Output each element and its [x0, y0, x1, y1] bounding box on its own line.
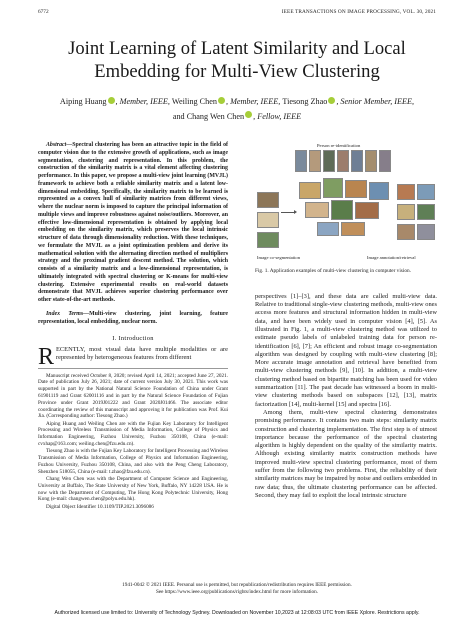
figure-label-person-reid: Person re-identification — [317, 143, 361, 148]
body-text — [255, 293, 437, 500]
figure-arrow-icon — [281, 212, 295, 213]
index-terms-label: Index Terms — [46, 310, 84, 317]
section-heading-introduction: I. Introduction — [112, 335, 154, 343]
footnote-affiliation: Aiping Huang and Weiling Chen are with the Fujian Key Laboratory for Intelligent Processing and Wireless Transmission of Media Information, College of Physics and Information Engineering, Fuzhou University, Fuzhou 350108, China (e-mail: cvxhap@163.com; weiling.chen@fzu.edu.cn). — [38, 420, 228, 448]
index-terms-text: —Multi-view clustering, joint learning, feature representation, local embedding, nuclear norm. — [38, 310, 228, 325]
author-name: Weiling Chen — [171, 97, 217, 106]
figure-image-tile — [331, 200, 353, 220]
figure-image-tile — [337, 150, 349, 172]
copyright-notice — [38, 582, 436, 595]
figure-image-tile — [323, 150, 335, 172]
figure-image-tile — [305, 202, 329, 218]
author-name: Aiping Huang — [59, 97, 107, 106]
index-terms — [38, 311, 228, 327]
paragraph: Among them, multi-view spectral clustering demonstrates promising performance. It contains two main steps: similarity matrix construction and clustering implementation. The first step is of utmost importance because the performance of the spectral clustering algorithm is highly dependent on the quality of the similarity matrix. Although existing similarity matrix construction methods have improved multi-view spectral clustering performance, most of them suffer from the following two problems. First, the reliability of their similarity matrices may be impaired by noise and outliers embedded in raw data; thus, the ultimate clustering performance can be affected. Second, they may fail to exploit the local intrinsic structure — [255, 408, 437, 499]
copyright-line: 1941-0042 © 2021 IEEE. Personal use is permitted, but republication/redistribution requires IEEE permission. — [122, 582, 352, 588]
figure-image-tile — [365, 150, 377, 172]
left-column — [38, 142, 228, 511]
author-line-1 — [24, 95, 450, 110]
figure-image-tile — [417, 224, 435, 240]
figure-label-annotation-retrieval: Image annotation/retrieval — [367, 255, 416, 260]
author-name: Chang Wen Chen — [186, 111, 245, 121]
orcid-icon[interactable] — [245, 111, 252, 118]
orcid-icon[interactable] — [108, 97, 115, 104]
author-role: , Member, IEEE, — [225, 97, 283, 106]
paper-title — [20, 37, 454, 83]
title-line-1: Joint Learning of Latent Similarity and Local — [68, 38, 406, 59]
journal-name: IEEE TRANSACTIONS ON IMAGE PROCESSING, VOL. 30, 2021 — [281, 9, 436, 15]
intro-text: ECENTLY, most visual data have multiple modalities or are represented by heterogeneous features from different — [56, 346, 228, 362]
right-column — [255, 142, 437, 500]
figure-image-tile — [323, 178, 343, 198]
copyright-link[interactable]: See https://www.ieee.org/publications/rights/index.html for more information. — [155, 588, 319, 595]
figure-image-tile — [257, 212, 279, 228]
figure-image-tile — [299, 182, 321, 199]
intro-paragraph — [38, 344, 228, 370]
figure-image-tile — [257, 232, 279, 248]
footnote-affiliation: Tiesong Zhao is with the Fujian Key Laboratory for Intelligent Processing and Wireless Transmission of Media Information, College of Physics and Information Engineering, Fuzhou University, Fuzhou 350108, China, and also with the Peng Cheng Laboratory, Shenzhen 518055, China (e-mail: t.zhao@fzu.edu.cn). — [38, 448, 228, 475]
abstract-label: Abstract — [46, 142, 67, 148]
paragraph: perspectives [1]–[3], and these data are called multi-view data. Relative to traditional single-view clustering methods, multi-view ones access more features and structural information hidden in multi-view data, and have been widely used in computer vision [4], [5]. As illustrated in Fig. 1, a multi-view clustering method was utilized to estimate pseudo labels of unlabeled training data for person re-identification [6], [7]; An efficient and robust image co-segmentation algorithm was designed by coupling with multi-view clustering [8]; More accurate image annotation and retrieval have benefited from multi-view clustering methods [9], [10]. In addition, a multi-view clustering method based on bipartite matching has been used for video summarization [11]. The past decade has witnessed a boom in multi-view clustering methods based on subspaces [12], [13], matrix factorization [14], multi-kernel [15] and spectra [16]. — [255, 292, 437, 408]
orcid-icon[interactable] — [328, 97, 335, 104]
footnote-manuscript: Manuscript received October 8, 2020; revised April 14, 2021; accepted June 27, 2021. Date of publication July 26, 2021; date of current version July 30, 2021. This work was supported in part by the National Natural Science Foundation of China under Grant 61901119 and Grant 62001116 and in part by the Natural Science Foundation of Fujian Province under Grant 2019J01222 and Grant 2020J01466. The associate editor coordinating the review of this manuscript and approving it for publication was Prof. Kui Jia. (Corresponding author: Tiesong Zhao.) — [38, 372, 228, 420]
abstract-text: —Spectral clustering has been an attractive topic in the field of computer vision due to the extensive growth of applications, such as image segmentation, clustering and representation. In this problem, the construction of the similarity matrix is a vital element affecting clustering performance. In this paper, we propose a multi-view joint learning (MVJL) framework to achieve both a reliable similarity matrix and a latent low-dimensional embedding. Specifically, the similarity matrix to be learned is represented as a convex hull of similarity matrices from different views, where the nuclear norm is imposed to capture the principal information of multiple views and improve robustness against noise/outliers. Moreover, an effective low-dimensional representation is obtained by applying local embedding on the similarity matrix, which preserves the local intrinsic structure of data through dimensionality reduction. With these techniques, we formulate the MVJL as a joint optimization problem and derive its mathematical solution with the alternating direction method of multipliers strategy and the proximal gradient descent method. The solution, which consists of a similarity matrix and a low-dimensional representation, is ultimately integrated with spectral clustering or K-means for multi-view clustering. Extensive experimental results on real-world datasets demonstrate that MVJL achieves superior clustering performance over other state-of-the-art methods. — [38, 142, 228, 303]
footnote-affiliation: Chang Wen Chen was with the Department of Computer Science and Engineering, University at Buffalo, The State University of New York, Buffalo, NY 14228 USA. He is now with the Department of Computing, The Hong Kong Polytechnic University, Hong Kong (e-mail: changwen.chen@polyu.edu.hk). — [38, 476, 228, 503]
figure-image-tile — [369, 182, 389, 200]
figure-image-tile — [257, 192, 279, 208]
abstract — [38, 142, 228, 305]
figure-image-tile — [397, 204, 415, 220]
author-role: , Fellow, IEEE — [253, 111, 302, 121]
figure-1 — [255, 142, 437, 264]
author-role: , Member, IEEE, — [115, 97, 172, 106]
author-role: , Senior Member, IEEE, — [336, 97, 415, 106]
footnotes — [38, 368, 228, 511]
figure-image-tile — [341, 222, 365, 236]
license-banner: Authorized licensed use limited to: University of Technology Sydney. Downloaded on November 10,2023 at 12:08:03 UTC from IEEE Xplore. Restrictions apply. — [54, 610, 420, 616]
figure-label-co-segmentation: Image co-segmentation — [257, 255, 300, 260]
figure-image-tile — [397, 184, 415, 200]
author-line-2 — [24, 110, 450, 125]
author-conjunction: and — [172, 111, 187, 121]
author-name: Tiesong Zhao — [282, 97, 328, 106]
figure-image-tile — [317, 222, 339, 236]
title-line-2: Embedding for Multi-View Clustering — [94, 61, 380, 82]
orcid-icon[interactable] — [218, 97, 225, 104]
figure-image-tile — [379, 150, 391, 172]
figure-image-tile — [417, 184, 435, 200]
footnote-doi[interactable]: Digital Object Identifier 10.1109/TIP.2021.3096086 — [46, 503, 154, 510]
figure-image-tile — [355, 202, 379, 219]
running-header — [38, 9, 436, 19]
figure-caption: Fig. 1. Application examples of multi-view clustering in computer vision. — [255, 268, 411, 274]
figure-image-tile — [345, 180, 367, 198]
figure-image-tile — [417, 204, 435, 220]
page-number: 6772 — [38, 9, 49, 15]
figure-image-tile — [397, 224, 415, 240]
author-list — [24, 95, 450, 124]
figure-image-tile — [295, 150, 307, 172]
figure-image-tile — [351, 150, 363, 172]
drop-cap: R — [38, 344, 55, 370]
figure-image-tile — [309, 150, 321, 172]
